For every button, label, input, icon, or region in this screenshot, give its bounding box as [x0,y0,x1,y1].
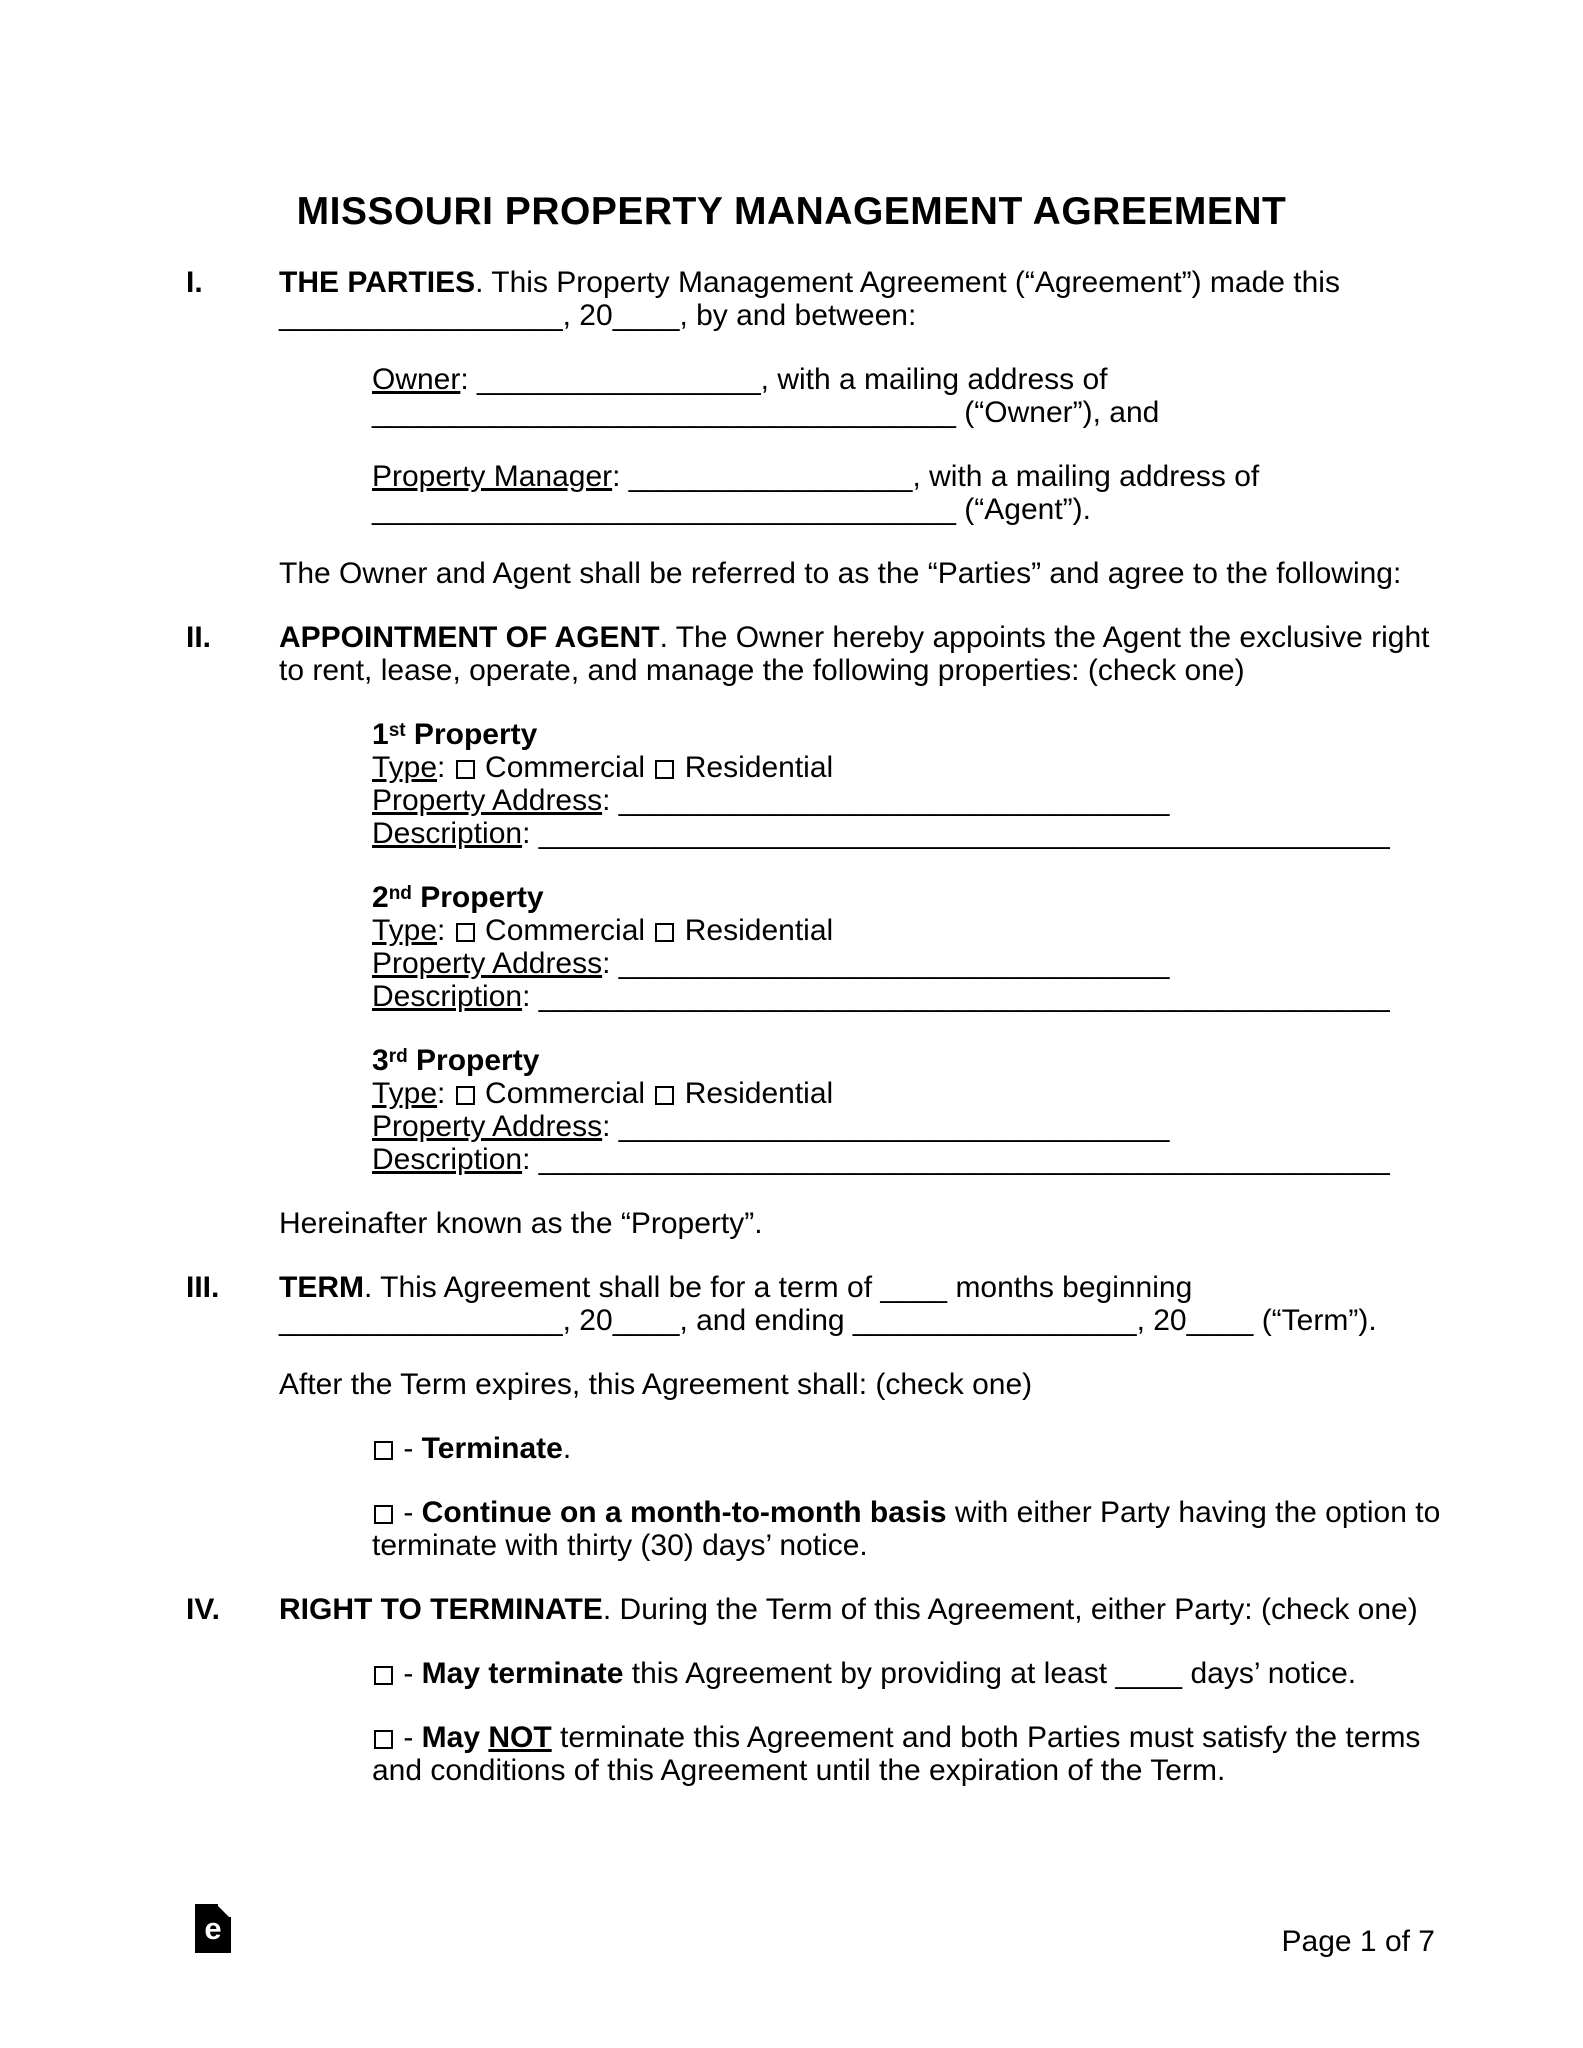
checkbox-icon[interactable] [374,1730,393,1749]
text-run: Property [405,718,538,751]
blank-field[interactable]: ___________________________________ [372,396,956,429]
line [279,1304,1583,1337]
text-run: Commercial [476,1077,654,1110]
checkbox-icon[interactable] [456,760,475,779]
line [279,1207,1583,1240]
text-run: 2 [372,881,389,914]
checkbox-icon[interactable] [374,1666,393,1685]
line [372,1110,1583,1143]
blank-field[interactable]: _________________________________ [618,784,1170,817]
text-run: 1 [372,718,389,751]
text-run: : [522,1143,539,1176]
line [279,266,1583,299]
line [279,621,1583,654]
line [372,947,1583,980]
text-run: . This Agreement shall be for a term of [364,1271,881,1304]
line [372,1077,1583,1110]
blank-field[interactable]: _________________ [628,460,913,493]
text-run: . The Owner hereby appoints the Agent the exclusive right [659,621,1430,654]
line [279,1593,1583,1626]
text-run: Property [407,1044,540,1077]
text-run: . During the Term of this Agreement, either Party: (check one) [602,1593,1418,1626]
text-run: Type [372,914,438,947]
checkbox-icon[interactable] [456,923,475,942]
checkbox-icon[interactable] [655,760,674,779]
text-run: days’ notice. [1182,1657,1357,1690]
text-run: May terminate [421,1657,624,1690]
text-run: : [602,784,619,817]
text-run: Property Address [372,1110,603,1143]
text-run: Type [372,751,438,784]
text-run: May [421,1721,489,1754]
checkbox-icon[interactable] [456,1086,475,1105]
text-run: : [612,460,629,493]
line [372,784,1583,817]
third-property [372,1044,1583,1176]
text-run: , 20 [562,1304,613,1337]
line [372,1044,1583,1077]
document-body [0,266,1583,1787]
section-i-the-parties [186,266,1583,332]
line [372,1143,1583,1176]
parties-reference [279,557,1583,590]
blank-field[interactable]: ____ [612,1304,680,1337]
text-run: - [395,1657,422,1690]
text-run: Property Address [372,784,603,817]
eforms-logo-icon [195,1904,231,1953]
text-run: , 20 [1136,1304,1187,1337]
second-property [372,881,1583,1013]
text-run: Description [372,817,523,850]
text-run: months beginning [947,1271,1193,1304]
text-run: Continue on a month-to-month basis [421,1496,947,1529]
text-run: , with a mailing address of [912,460,1260,493]
text-run: Commercial [476,914,654,947]
text-run: - [395,1432,422,1465]
text-run: this Agreement by providing at least [623,1657,1116,1690]
blank-field[interactable]: _________________ [279,299,563,332]
line [372,493,1583,526]
text-run: Hereinafter known as the “Property”. [279,1207,763,1240]
text-run: Commercial [476,751,654,784]
line [372,363,1583,396]
text-run: nd [388,883,412,904]
section-number: IV. [186,1593,220,1626]
text-run: : [460,363,478,396]
text-run: and conditions of this Agreement until the expiration of the Term. [372,1754,1226,1787]
section-number: I. [186,266,203,299]
text-run: Property Address [372,947,603,980]
text-run: Residential [676,914,834,947]
logo-letter: e [204,1911,222,1946]
text-run: : [522,817,539,850]
text-run: , and ending [679,1304,853,1337]
text-run: . [562,1432,572,1465]
line [372,1754,1583,1787]
text-run: rd [388,1046,408,1067]
text-run: NOT [488,1721,552,1754]
line [372,980,1583,1013]
line [372,1432,1583,1465]
checkbox-icon[interactable] [374,1441,393,1460]
section-iii-term [186,1271,1583,1337]
line [372,751,1583,784]
text-run: Description [372,1143,523,1176]
blank-field[interactable]: ____ [1115,1657,1183,1690]
text-run: The Owner and Agent shall be referred to as the “Parties” and agree to the following: [279,557,1402,590]
blank-field[interactable]: _________________ [852,1304,1137,1337]
page-number: Page 1 of 7 [1281,1925,1435,1958]
text-run: : [437,751,454,784]
text-run: - [395,1496,422,1529]
text-run: : [437,914,454,947]
text-run: : [437,1077,454,1110]
line [372,1529,1583,1562]
text-run: (“Term”). [1253,1304,1377,1337]
line [279,557,1583,590]
text-run: TERM [279,1271,364,1304]
text-run: Residential [676,751,834,784]
text-run: , 20 [562,299,613,332]
line [279,1368,1583,1401]
line [372,881,1583,914]
line [279,654,1583,687]
hereinafter-clause [279,1207,1583,1240]
text-run: : [522,980,539,1013]
text-run: (“Agent”). [955,493,1091,526]
blank-field[interactable]: _________________ [279,1304,563,1337]
section-iv-right-to-terminate [186,1593,1583,1626]
text-run: terminate with thirty (30) days’ notice. [372,1529,868,1562]
blank-field[interactable]: ____ [612,299,680,332]
blank-field[interactable]: ___________________________________________________ [538,980,1390,1013]
option-may-terminate [372,1657,1583,1690]
line [372,1721,1583,1754]
line [372,1657,1583,1690]
checkbox-icon[interactable] [655,1086,674,1105]
text-run: to rent, lease, operate, and manage the following properties: (check one) [279,654,1245,687]
section-number: II. [186,621,212,654]
text-run: Property [411,881,544,914]
blank-field[interactable]: ____ [880,1271,948,1304]
blank-field[interactable]: _________________________________ [618,1110,1170,1143]
blank-field[interactable]: ___________________________________ [372,493,956,526]
text-run: Property Manager [372,460,613,493]
option-may-not-terminate [372,1721,1583,1787]
text-run: st [388,720,406,741]
page-title: MISSOURI PROPERTY MANAGEMENT AGREEMENT [296,190,1287,233]
text-run: terminate this Agreement and both Parties must satisfy the terms [551,1721,1421,1754]
option-terminate [372,1432,1583,1465]
section-ii-appointment-of-agent [186,621,1583,687]
text-run: Terminate [421,1432,563,1465]
text-run: : [602,947,619,980]
text-run: . This Property Management Agreement (“Agreement”) made this [475,266,1340,299]
blank-field[interactable]: ____ [1186,1304,1254,1337]
text-run: Residential [676,1077,834,1110]
text-run: with either Party having the option to [946,1496,1441,1529]
option-month-to-month [372,1496,1583,1562]
text-run: Description [372,980,523,1013]
after-term-clause [279,1368,1583,1401]
text-run: - [395,1721,422,1754]
line [372,817,1583,850]
text-run: , by and between: [679,299,917,332]
text-run: RIGHT TO TERMINATE [279,1593,603,1626]
first-property [372,718,1583,850]
text-run: APPOINTMENT OF AGENT [279,621,660,654]
text-run: Owner [372,363,461,396]
line [279,1271,1583,1304]
blank-field[interactable]: ___________________________________________________ [538,1143,1390,1176]
section-number: III. [186,1271,220,1304]
text-run: Type [372,1077,438,1110]
line [372,718,1583,751]
text-run: (“Owner”), and [955,396,1160,429]
line [372,460,1583,493]
line [279,299,1583,332]
text-run: 3 [372,1044,389,1077]
blank-field[interactable]: _________________ [477,363,761,396]
text-run: THE PARTIES [279,266,476,299]
text-run: : [602,1110,619,1143]
checkbox-icon[interactable] [374,1505,393,1524]
blank-field[interactable]: ___________________________________________________ [538,817,1390,850]
text-run: , with a mailing address of [760,363,1108,396]
property-manager-clause [372,460,1583,526]
line [372,914,1583,947]
line [372,1496,1583,1529]
checkbox-icon[interactable] [655,923,674,942]
blank-field[interactable]: _________________________________ [618,947,1170,980]
line [372,396,1583,429]
owner-clause [372,363,1583,429]
text-run: After the Term expires, this Agreement shall: (check one) [279,1368,1033,1401]
